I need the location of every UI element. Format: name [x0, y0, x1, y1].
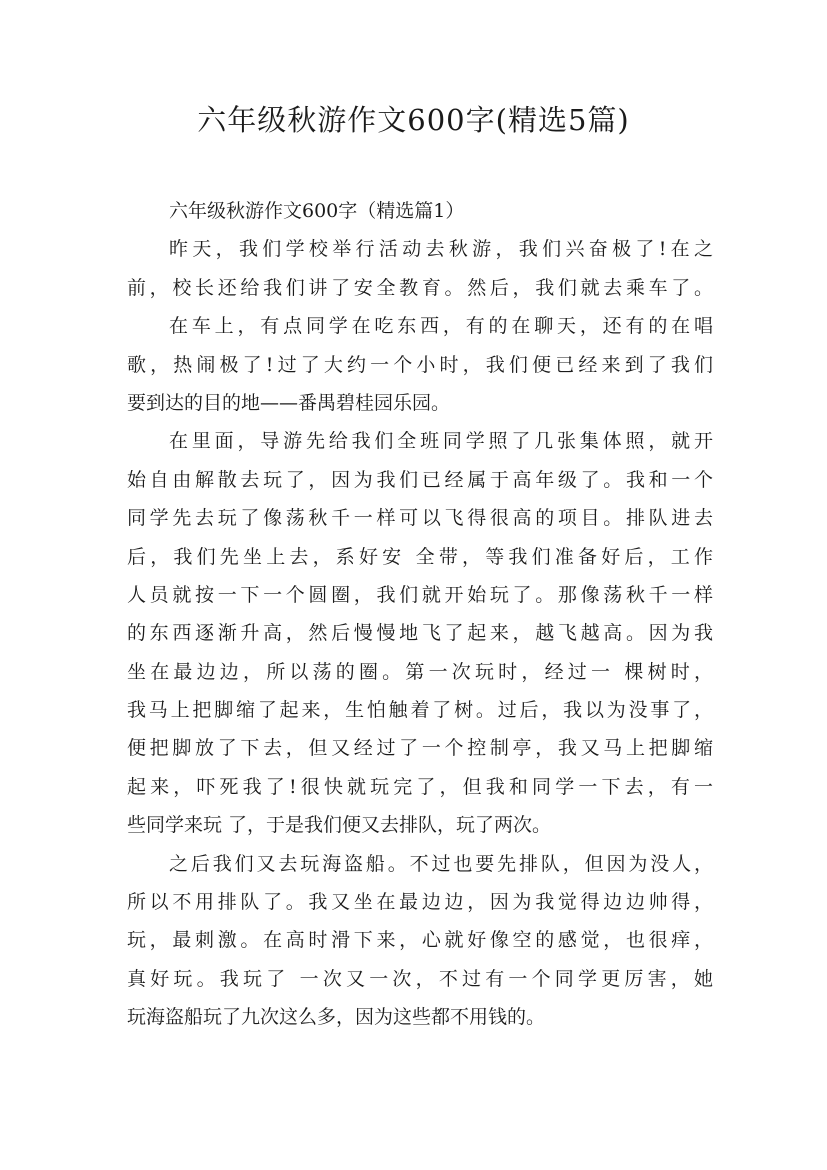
document-title: 六年级秋游作文600字(精选5篇)	[197, 103, 630, 137]
paragraph-line: 在车上，有点同学在吃东西，有的在聊天，还有的在唱	[169, 315, 713, 338]
paragraph-line: 起来，吓死我了!很快就玩完了，但我和同学一下去，有一	[127, 775, 713, 798]
paragraph-line: 要到达的目的地——番禺碧桂园乐园。	[127, 391, 451, 414]
paragraph-line: 同学先去玩了像荡秋千一样可以飞得很高的项目。排队进去	[127, 507, 713, 530]
paragraph-line: 玩海盗船玩了九次这么多，因为这些都不用钱的。	[127, 1006, 546, 1029]
paragraph-line: 坐在最边边，所以荡的圈。第一次玩时，经过一 棵树时，	[127, 660, 713, 683]
paragraph-line: 便把脚放了下去，但又经过了一个控制亭，我又马上把脚缩	[127, 737, 713, 760]
document-body	[127, 192, 713, 1037]
section-heading: 六年级秋游作文600字（精选篇1）	[169, 200, 465, 222]
paragraph-line: 在里面，导游先给我们全班同学照了几张集体照，就开	[169, 430, 713, 453]
paragraph-line: 真好玩。我玩了 一次又一次，不过有一个同学更厉害，她	[127, 967, 713, 990]
paragraph-line: 的东西逐渐升高，然后慢慢地飞了起来，越飞越高。因为我	[127, 622, 713, 645]
paragraph-line: 始自由解散去玩了，因为我们已经属于高年级了。我和一个	[127, 468, 713, 491]
paragraph-line: 些同学来玩 了，于是我们便又去排队，玩了两次。	[127, 814, 552, 837]
paragraph-line: 歌，热闹极了!过了大约一个小时，我们便已经来到了我们	[127, 353, 713, 376]
paragraph-line: 玩，最刺激。在高时滑下来，心就好像空的感觉，也很痒，	[127, 929, 713, 952]
paragraph-line: 前，校长还给我们讲了安全教育。然后，我们就去乘车了。	[127, 276, 713, 299]
paragraph-line: 后，我们先坐上去，系好安 全带，等我们准备好后，工作	[127, 545, 713, 568]
paragraph-line: 昨天，我们学校举行活动去秋游，我们兴奋极了!在之	[169, 238, 713, 261]
paragraph-line: 所以不用排队了。我又坐在最边边，因为我觉得边边帅得，	[127, 891, 713, 914]
paragraph-line: 我马上把脚缩了起来，生怕触着了树。过后，我以为没事了，	[127, 699, 713, 722]
paragraph-line: 之后我们又去玩海盗船。不过也要先排队，但因为没人，	[169, 852, 713, 875]
paragraph-line: 人员就按一下一个圆圈，我们就开始玩了。那像荡秋千一样	[127, 583, 713, 606]
